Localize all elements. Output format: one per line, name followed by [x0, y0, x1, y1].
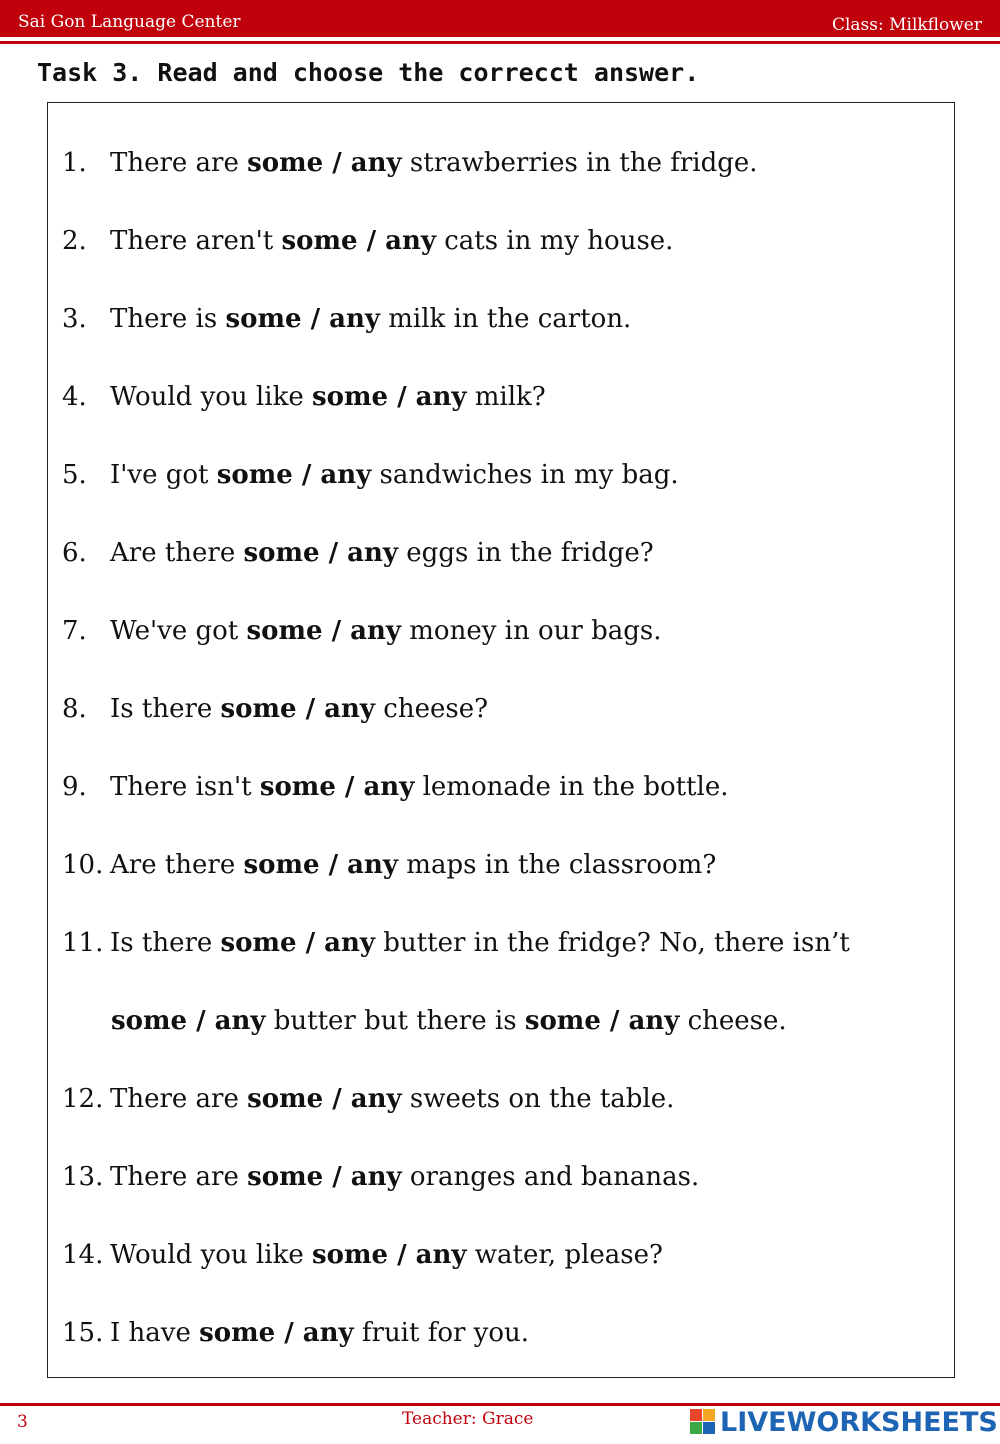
question-10: 10. Are there some / any maps in the classroom? [62, 850, 717, 880]
question-14: 14. Would you like some / any water, please? [62, 1240, 663, 1270]
question-number: 6. [62, 538, 87, 568]
liveworksheets-logo[interactable] [690, 1406, 998, 1438]
answer-choice[interactable]: some / any [199, 1318, 354, 1348]
question-number: 4. [62, 382, 87, 412]
question-7: 7. We've got some / any money in our bags. [62, 616, 662, 646]
class-label: Class: Milkflower [831, 15, 982, 35]
question-number: 15. [62, 1318, 104, 1348]
question-9: 9. There isn't some / any lemonade in the bottle. [62, 772, 729, 802]
answer-choice[interactable]: some / any [247, 148, 402, 178]
question-number: 10. [62, 850, 104, 880]
question-15: 15. I have some / any fruit for you. [62, 1318, 530, 1348]
logo-text: LIVEWORKSHEETS [720, 1406, 998, 1438]
answer-choice[interactable]: some / any [259, 772, 415, 802]
question-number: 7. [62, 616, 87, 646]
answer-choice[interactable]: some / any [225, 304, 380, 334]
answer-choice[interactable]: some / any [246, 616, 401, 646]
answer-choice[interactable]: some / any [216, 460, 372, 490]
answer-choice[interactable]: some / any [524, 1006, 680, 1036]
question-number: 12. [62, 1084, 104, 1114]
center-name: Sai Gon Language Center [18, 12, 241, 32]
question-11: 11. Is there some / any butter in the fridge? No, there isn’t [62, 928, 850, 958]
question-number: 1. [62, 148, 87, 178]
answer-choice[interactable]: some / any [111, 1006, 266, 1036]
question-13: 13. There are some / any oranges and bananas. [62, 1162, 700, 1192]
question-number: 5. [62, 460, 87, 490]
task-title: Task 3. Read and choose the correcct answer. [37, 58, 700, 87]
question-11-continued: some / any butter but there is some / any cheese. [111, 1006, 787, 1036]
question-6: 6. Are there some / any eggs in the fridge? [62, 538, 654, 568]
logo-blocks-icon [690, 1409, 716, 1435]
page-header [0, 0, 1000, 37]
answer-choice[interactable]: some / any [220, 694, 376, 724]
answer-choice[interactable]: some / any [243, 850, 399, 880]
teacher-name: Teacher: Grace [402, 1409, 534, 1429]
question-number: 9. [62, 772, 87, 802]
question-1: 1. There are some / any strawberries in the fridge. [62, 148, 758, 178]
question-number: 14. [62, 1240, 104, 1270]
question-2: 2. There aren't some / any cats in my house. [62, 226, 674, 256]
header-rule [0, 41, 1000, 44]
question-12: 12. There are some / any sweets on the table. [62, 1084, 675, 1114]
answer-choice[interactable]: some / any [247, 1084, 402, 1114]
page-number: 3 [17, 1412, 28, 1432]
question-number: 8. [62, 694, 87, 724]
answer-choice[interactable]: some / any [311, 382, 467, 412]
question-number: 11. [62, 928, 104, 958]
question-number: 3. [62, 304, 87, 334]
answer-choice[interactable]: some / any [247, 1162, 402, 1192]
answer-choice[interactable]: some / any [311, 1240, 467, 1270]
question-3: 3. There is some / any milk in the carton. [62, 304, 632, 334]
question-5: 5. I've got some / any sandwiches in my bag. [62, 460, 679, 490]
answer-choice[interactable]: some / any [220, 928, 376, 958]
question-number: 2. [62, 226, 87, 256]
question-4: 4. Would you like some / any milk? [62, 382, 546, 412]
question-8: 8. Is there some / any cheese? [62, 694, 489, 724]
answer-choice[interactable]: some / any [281, 226, 436, 256]
answer-choice[interactable]: some / any [243, 538, 399, 568]
question-number: 13. [62, 1162, 104, 1192]
